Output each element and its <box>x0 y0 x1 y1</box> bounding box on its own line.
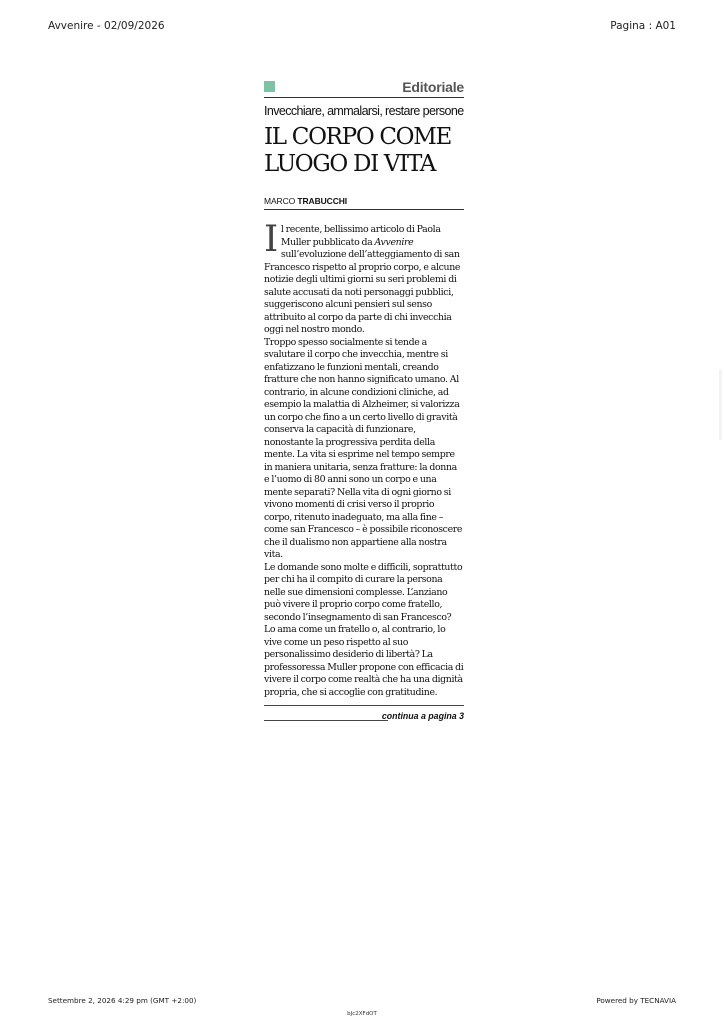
byline <box>264 196 464 210</box>
page-edge-mark <box>719 370 722 440</box>
author-last-name: TRABUCCHI <box>297 196 348 206</box>
author-first-name: MARCO <box>264 196 296 206</box>
paragraph-1-text-b: sull’evoluzione dell’atteggiamento di san Francesco rispetto al proprio corpo, e alcune notizie degli ultimi giorni su seri problemi di salute accusati da noti personaggi pubblici, suggeriscono alcuni pensieri sul senso attribuito al corpo da parte di chi invecchia oggi nel nostro mondo. <box>264 249 461 335</box>
article-subtitle: Invecchiare, ammalarsi, restare persone <box>264 104 464 118</box>
timestamp-footer: Settembre 2, 2026 4:29 pm (GMT +2:00) <box>48 996 197 1005</box>
section-marker-square <box>264 81 275 92</box>
paragraph-3: Le domande sono molte e difficili, soprattutto per chi ha il compito di curare la persona nelle sue dimensioni complesse. L’anziano può vivere il proprio corpo come fratello, secondo l’insegnamento di san Francesco? Lo ama come un fratello o, al contrario, lo vive come un peso rispetto al suo personalissimo desiderio di libertà? La professoressa Muller propone con efficacia di vivere il corpo come realtà che ha una dignità propria, che si accoglie con gratitudine. <box>264 561 464 698</box>
paragraph-1-text-a: l recente, bellissimo articolo di Paola Muller pubblicato da <box>280 224 441 248</box>
newspaper-name-italic: Avvenire <box>374 236 414 248</box>
article-headline <box>264 124 464 178</box>
document-code: bJc2XFdOT <box>347 1011 377 1017</box>
section-label: Editoriale <box>402 79 464 95</box>
powered-by-footer: Powered by TECNAVIA <box>596 996 676 1005</box>
continuation-rule <box>264 720 388 721</box>
article-body <box>264 219 464 699</box>
newspaper-date-label: Avvenire - 02/09/2026 <box>48 20 165 32</box>
section-header <box>264 79 464 98</box>
paragraph-1 <box>264 219 464 337</box>
continuation-row <box>264 705 464 729</box>
drop-cap: I <box>264 219 278 260</box>
headline-line-2: LUOGO DI VITA <box>264 151 436 177</box>
editorial-article <box>264 79 464 729</box>
headline-line-1: IL CORPO COME <box>264 124 451 150</box>
page-number-label: Pagina : A01 <box>610 20 676 32</box>
paragraph-2: Troppo spesso socialmente si tende a svalutare il corpo che invecchia, mentre si enfatizzano le funzioni mentali, creando fratture che non hanno significato umano. Al contrario, in alcune condizioni cliniche, ad esempio la malattia di Alzheimer, si valorizza un corpo che fino a un certo livello di gravità conserva la capacità di funzionare, nonostante la progressiva perdita della mente. La vita si esprime nel tempo sempre in maniera unitaria, senza fratture: la donna e l’uomo di 80 anni sono un corpo e una mente separati? Nella vita di ogni giorno si vivono momenti di crisi verso il proprio corpo, ritenuto inadeguato, ma alla fine – come san Francesco – è possibile riconoscere che il dualismo non appartiene alla nostra vita. <box>264 336 463 560</box>
continued-on-page-link[interactable]: continua a pagina 3 <box>381 711 464 721</box>
